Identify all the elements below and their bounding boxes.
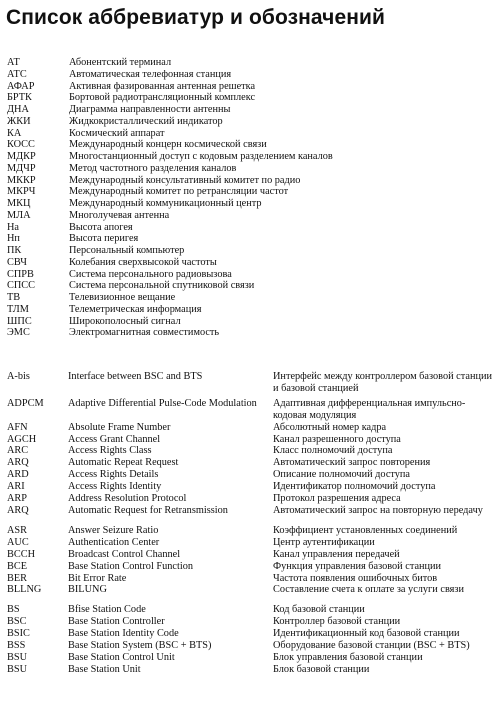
- list-item: [7, 210, 487, 222]
- english-term: Base Station System (BSC + BTS): [68, 640, 212, 652]
- list-item: [7, 280, 487, 292]
- english-term: Access Grant Channel: [68, 433, 161, 445]
- russian-translation: Функция управления базовой станции: [273, 560, 442, 572]
- list-item: [7, 292, 487, 304]
- english-term: Base Station Identity Code: [68, 628, 179, 640]
- russian-translation: Адаптивная дифференциальная импульсно-кодовая модуляция: [273, 397, 466, 421]
- abbreviation: BSU: [7, 651, 28, 663]
- english-term: Interface between BSC and BTS: [68, 371, 203, 382]
- abbreviation: ARP: [7, 493, 28, 505]
- list-item: [7, 469, 493, 481]
- abbreviation: СВЧ: [7, 256, 27, 268]
- english-term: Absolute Frame Number: [68, 421, 171, 433]
- list-item: [7, 57, 487, 69]
- abbreviation: КОСС: [7, 139, 35, 151]
- list-item: [7, 537, 493, 549]
- abbreviation: A-bis: [7, 371, 30, 382]
- russian-translation: Идентификатор полномочий доступа: [273, 481, 436, 493]
- abbreviation: АТС: [7, 68, 27, 80]
- russian-translation: Коэффициент установленных соединений: [273, 524, 458, 536]
- list-item: [7, 652, 493, 664]
- definition: Автоматическая телефонная станция: [69, 68, 232, 80]
- russian-translation: Идентификационный код базовой станции: [273, 628, 460, 640]
- list-item: [7, 257, 487, 269]
- definition: Высота апогея: [69, 221, 133, 233]
- russian-translation: Канал разрешенного доступа: [273, 433, 401, 445]
- list-item: [7, 481, 493, 493]
- english-term: Address Resolution Protocol: [68, 493, 187, 505]
- russian-translation: Абсолютный номер кадра: [273, 421, 387, 433]
- list-item: [7, 175, 487, 187]
- russian-translation: Блок управления базовой станции: [273, 651, 423, 663]
- russian-translation: Оборудование базовой станции (BSC + BTS): [273, 640, 470, 652]
- abbreviation: БРТК: [7, 92, 32, 104]
- russian-translation: Блок базовой станции: [273, 663, 370, 675]
- abbreviation: АФАР: [7, 80, 35, 92]
- abbreviation: AFN: [7, 421, 28, 433]
- russian-translation: Интерфейс между контроллером базовой станции и базовой станцией: [273, 371, 492, 394]
- english-term: Broadcast Control Channel: [68, 548, 181, 560]
- definition: Метод частотного разделения каналов: [69, 162, 237, 174]
- list-item: [7, 561, 493, 573]
- russian-translation: Класс полномочий доступа: [273, 445, 393, 457]
- list-item: [7, 269, 487, 281]
- list-item: [7, 245, 487, 257]
- definition: Телевизионное вещание: [69, 292, 176, 303]
- definition: Космический аппарат: [69, 127, 165, 139]
- abbreviation: ARQ: [7, 504, 29, 516]
- russian-translation: Канал управления передачей: [273, 548, 400, 560]
- list-item: [7, 445, 493, 457]
- abbreviation: AGCH: [7, 433, 37, 445]
- abbreviation: ЖКИ: [7, 115, 31, 127]
- definition: Международный консультативный комитет по радио: [69, 174, 301, 186]
- abbreviation: МКРЧ: [7, 186, 36, 198]
- list-item: [7, 604, 493, 616]
- list-item: [7, 104, 487, 116]
- english-term: Access Rights Details: [68, 469, 159, 481]
- english-term: Automatic Request for Retransmission: [68, 504, 228, 516]
- abbreviation: СПСС: [7, 280, 36, 292]
- definition: Телеметрическая информация: [69, 303, 202, 315]
- list-item: [7, 457, 493, 469]
- english-term: Adaptive Differential Pulse-Code Modulation: [68, 397, 257, 409]
- english-term: Automatic Repeat Request: [68, 457, 179, 469]
- abbreviation: ARC: [7, 445, 29, 457]
- definition: Многолучевая антенна: [69, 209, 170, 221]
- list-item: [7, 198, 487, 210]
- english-term: Base Station Control Unit: [68, 651, 175, 663]
- abbreviation: BCCH: [7, 548, 36, 560]
- list-item: [7, 398, 493, 422]
- english-abbreviation-list: [7, 371, 493, 676]
- abbreviation: BSIC: [7, 628, 30, 640]
- russian-translation: Контроллер базовой станции: [273, 616, 401, 628]
- definition: Бортовой радиотрансляционный комплекс: [69, 92, 256, 104]
- abbreviation: ПК: [7, 245, 22, 256]
- list-item: [7, 92, 487, 104]
- english-term: Authentication Center: [68, 536, 160, 548]
- abbreviation: BSC: [7, 616, 27, 628]
- list-item: [7, 664, 493, 676]
- list-item: [7, 233, 487, 245]
- abbreviation: ШПС: [7, 315, 32, 327]
- abbreviation: ARD: [7, 469, 29, 481]
- abbreviation: МДЧР: [7, 162, 36, 174]
- english-term: Access Rights Identity: [68, 481, 162, 493]
- list-item: [7, 371, 493, 395]
- abbreviation: МКЦ: [7, 198, 31, 209]
- definition: Международный комитет по ретрансляции частот: [69, 186, 289, 198]
- abbreviation: BS: [7, 604, 20, 616]
- english-term: Bfise Station Code: [68, 604, 146, 616]
- list-item: [7, 69, 487, 81]
- english-term: Answer Seizure Ratio: [68, 524, 159, 536]
- english-term: Base Station Control Function: [68, 560, 193, 572]
- list-item: [7, 139, 487, 151]
- abbreviation: BLLNG: [7, 584, 42, 596]
- definition: Международный коммуникационный центр: [69, 198, 262, 209]
- russian-translation: Центр аутентификации: [273, 536, 375, 548]
- abbreviation: МДКР: [7, 151, 36, 162]
- russian-abbreviation-list: [7, 57, 487, 339]
- russian-translation: Автоматический запрос на повторную передачу: [273, 504, 483, 516]
- list-item: [7, 327, 487, 339]
- list-item: [7, 640, 493, 652]
- page-title: Список аббревиатур и обозначений: [6, 6, 386, 29]
- list-item: [7, 505, 493, 517]
- russian-translation: Протокол разрешения адреса: [273, 493, 401, 505]
- definition: Высота перигея: [69, 233, 139, 245]
- list-item: [7, 316, 487, 328]
- list-item: [7, 304, 487, 316]
- definition: Международный концерн космической связи: [69, 139, 267, 151]
- definition: Широкополосный сигнал: [69, 315, 181, 327]
- list-item: [7, 151, 487, 163]
- list-item: [7, 163, 487, 175]
- abbreviation: МЛА: [7, 209, 31, 221]
- definition: Система персонального радиовызова: [69, 268, 232, 280]
- definition: Электромагнитная совместимость: [69, 327, 220, 339]
- definition: Жидкокристаллический индикатор: [69, 115, 223, 127]
- definition: Диаграмма направленности антенны: [69, 104, 231, 115]
- abbreviation: BSS: [7, 640, 26, 652]
- abbreviation: BCE: [7, 560, 28, 572]
- definition: Абонентский терминал: [69, 57, 172, 68]
- abbreviation: ARQ: [7, 457, 29, 469]
- abbreviation: ЭМС: [7, 327, 30, 339]
- russian-translation: Описание полномочий доступа: [273, 469, 410, 481]
- list-item: [7, 549, 493, 561]
- abbreviation: ДНА: [7, 104, 29, 115]
- abbreviation: ТВ: [7, 292, 21, 303]
- list-item: [7, 81, 487, 93]
- abbreviation: КА: [7, 127, 22, 139]
- english-term: Base Station Controller: [68, 616, 165, 628]
- definition: Многостанционный доступ с кодовым разделением каналов: [69, 151, 333, 162]
- abbreviation: ADPCM: [7, 397, 44, 409]
- abbreviation: ТЛМ: [7, 303, 29, 315]
- abbreviation: СПРВ: [7, 268, 34, 280]
- list-item: [7, 116, 487, 128]
- definition: Персональный компьютер: [69, 245, 185, 256]
- russian-translation: Составление счета к оплате за услуги связи: [273, 584, 464, 596]
- russian-translation: Автоматический запрос повторения: [273, 457, 431, 469]
- russian-translation: Код базовой станции: [273, 604, 365, 616]
- list-item: [7, 434, 493, 446]
- list-item: [7, 222, 487, 234]
- definition: Колебания сверхвысокой частоты: [69, 256, 217, 268]
- list-item: [7, 525, 493, 537]
- list-item: [7, 616, 493, 628]
- abbreviation: ASR: [7, 524, 28, 536]
- english-term: Base Station Unit: [68, 663, 141, 675]
- abbreviation: AUC: [7, 536, 29, 548]
- abbreviation: ARI: [7, 481, 25, 493]
- list-item: [7, 186, 487, 198]
- definition: Система персональной спутниковой связи: [69, 280, 255, 292]
- list-item: [7, 628, 493, 640]
- list-item: [7, 128, 487, 140]
- abbreviation: На: [7, 221, 20, 233]
- definition: Активная фазированная антенная решетка: [69, 80, 256, 92]
- english-term: Bit Error Rate: [68, 572, 127, 584]
- list-item: [7, 584, 493, 596]
- abbreviation: BER: [7, 572, 28, 584]
- abbreviation: Нп: [7, 233, 20, 245]
- english-term: Access Rights Class: [68, 445, 152, 457]
- russian-translation: Частота появления ошибочных битов: [273, 572, 438, 584]
- abbreviation: АТ: [7, 57, 20, 68]
- english-term: BILUNG: [68, 584, 107, 596]
- list-item: [7, 493, 493, 505]
- list-item: [7, 573, 493, 585]
- abbreviation: BSU: [7, 663, 28, 675]
- abbreviation: МККР: [7, 174, 36, 186]
- list-item: [7, 422, 493, 434]
